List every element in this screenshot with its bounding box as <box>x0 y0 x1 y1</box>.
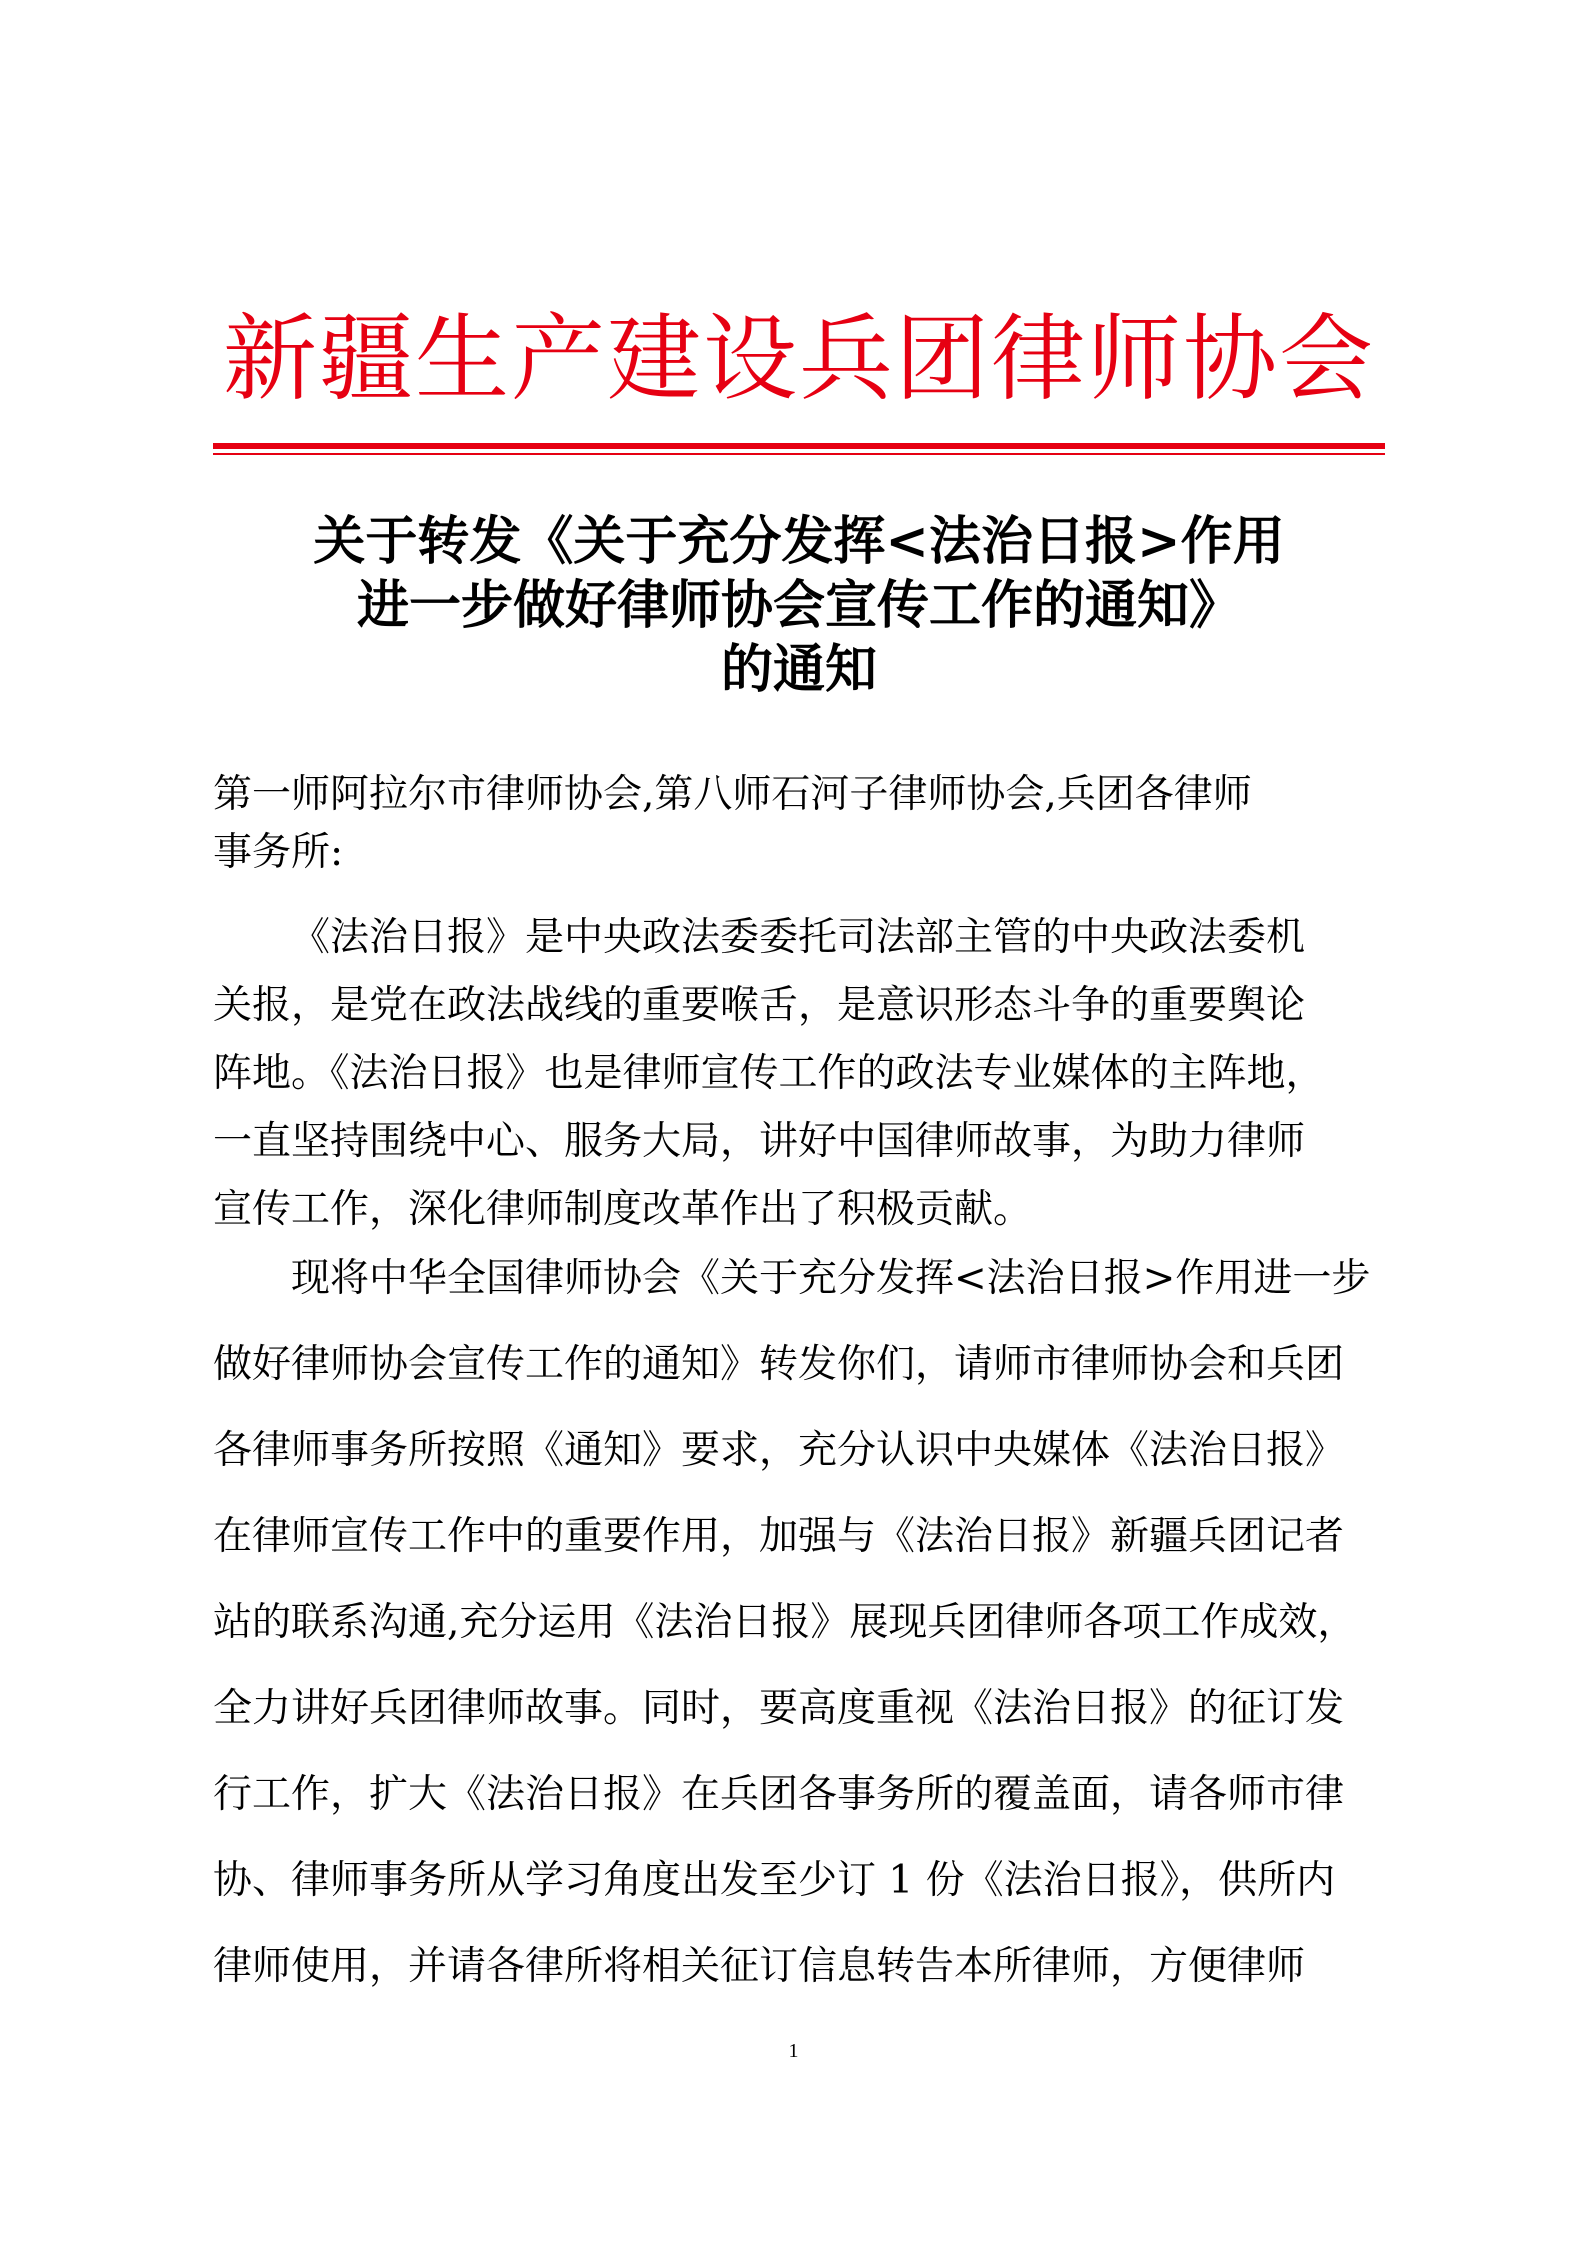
paragraph-line: 阵地。《法治日报》也是律师宣传工作的政法专业媒体的主阵地， <box>213 1051 1325 1096</box>
paragraph-line: 站的联系沟通,充分运用《法治日报》展现兵团律师各项工作成效， <box>213 1600 1357 1645</box>
paragraph-2 <box>213 1236 1370 2010</box>
paragraph-line: 各律师事务所按照《通知》要求，充分认识中央媒体《法治日报》 <box>213 1428 1345 1473</box>
organization-letterhead: 新疆生产建设兵团律师协会 <box>222 305 1375 414</box>
paragraph-line: 关报，是党在政法战线的重要喉舌，是意识形态斗争的重要舆论 <box>213 983 1306 1028</box>
paragraph-line: 《法治日报》是中央政法委委托司法部主管的中央政法委机 <box>291 915 1306 960</box>
salutation-line: 第一师阿拉尔市律师协会,第八师石河子律师协会,兵团各律师 <box>213 772 1252 817</box>
paragraph-line: 律师使用，并请各律所将相关征订信息转告本所律师，方便律师 <box>213 1944 1306 1989</box>
paragraph-line: 宣传工作，深化律师制度改革作出了积极贡献。 <box>213 1187 1033 1232</box>
salutation-line: 事务所: <box>213 830 344 875</box>
document-title-line: 的通知 <box>720 639 877 700</box>
paragraph-line: 一直坚持围绕中心、服务大局，讲好中国律师故事，为助力律师 <box>213 1119 1306 1164</box>
paragraph-line: 协、律师事务所从学习角度出发至少订 1 份《法治日报》，供所内 <box>213 1858 1336 1903</box>
paragraph-line: 行工作，扩大《法治日报》在兵团各事务所的覆盖面，请各师市律 <box>213 1772 1345 1817</box>
paragraph-line: 现将中华全国律师协会《关于充分发挥<法治日报>作用进一步 <box>291 1256 1371 1301</box>
salutation <box>213 766 1252 882</box>
document-title-line: 进一步做好律师协会宣传工作的通知》 <box>356 575 1241 636</box>
letterhead-rule-thin <box>213 453 1385 455</box>
paragraph-line: 做好律师协会宣传工作的通知》转发你们，请师市律师协会和兵团 <box>213 1342 1345 1387</box>
document-title <box>213 510 1385 702</box>
page-number: 1 <box>788 2040 799 2062</box>
paragraph-line: 全力讲好兵团律师故事。同时，要高度重视《法治日报》的征订发 <box>213 1686 1345 1731</box>
document-title-line: 关于转发《关于充分发挥<法治日报>作用 <box>313 511 1285 572</box>
letterhead-rule-thick <box>213 443 1385 449</box>
paragraph-line: 在律师宣传工作中的重要作用，加强与《法治日报》新疆兵团记者 <box>213 1514 1345 1559</box>
paragraph-1 <box>213 904 1325 1244</box>
